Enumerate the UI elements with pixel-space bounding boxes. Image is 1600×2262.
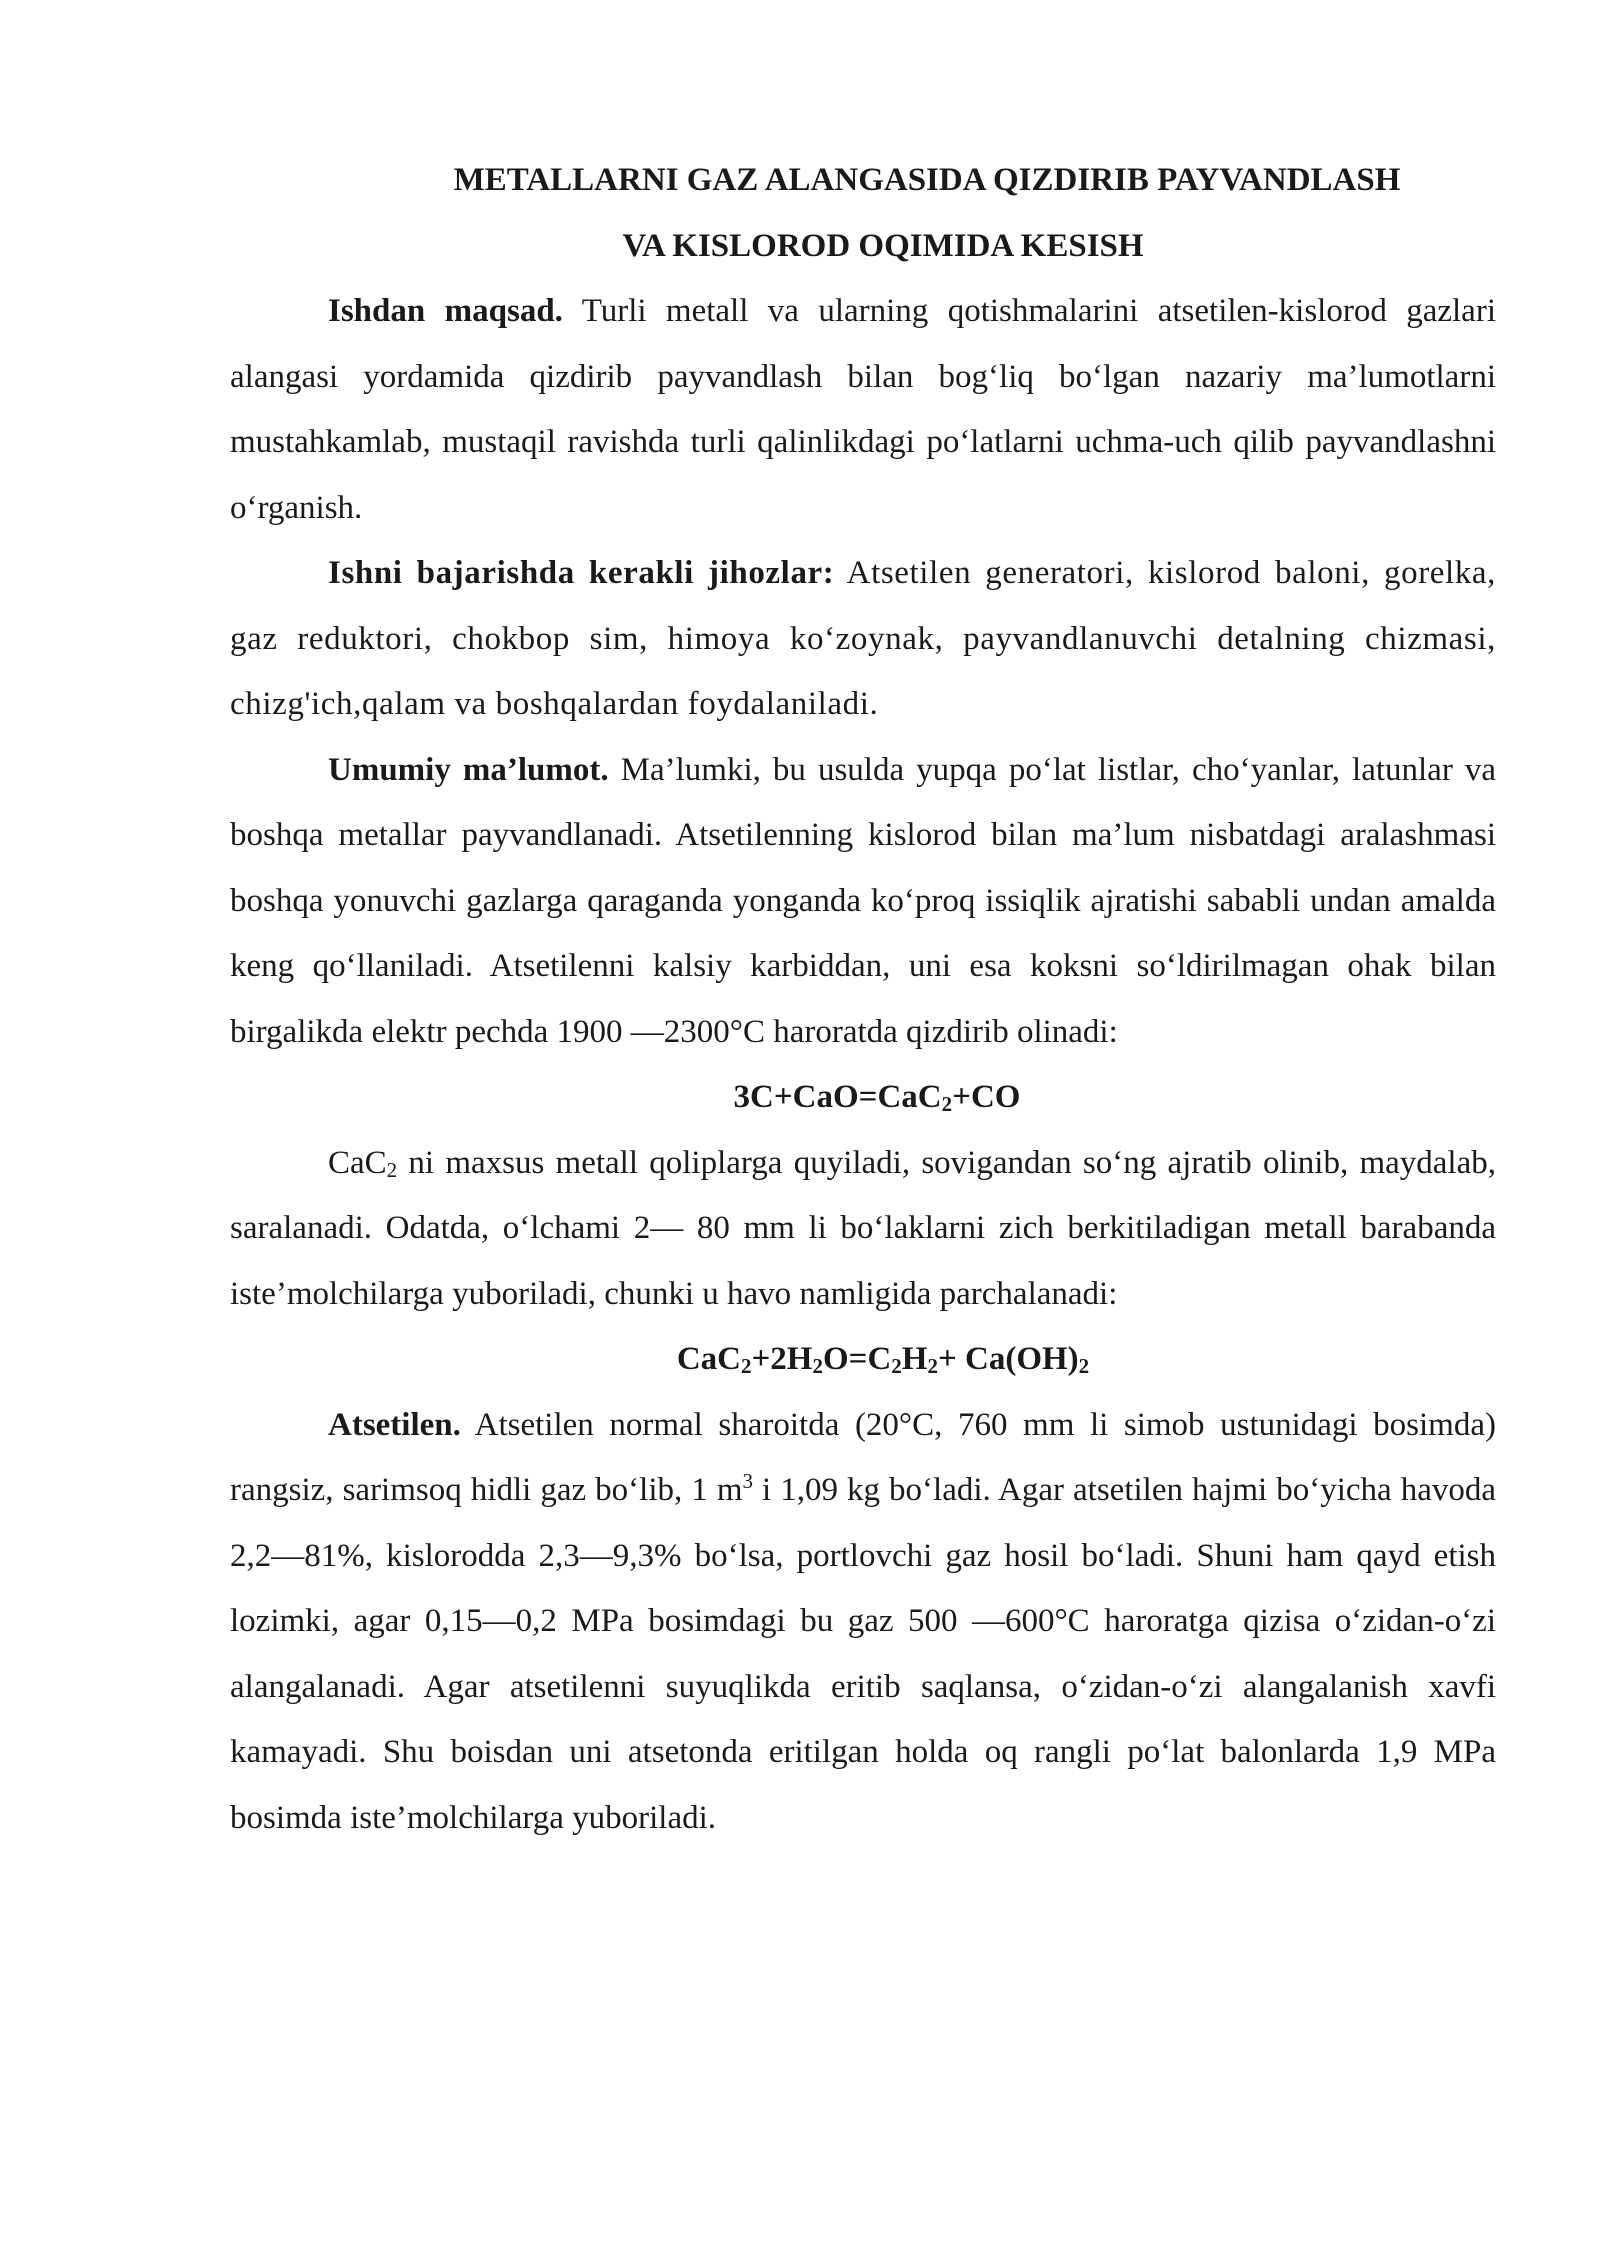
title-line-1: METALLARNI GAZ ALANGASIDA QIZDIRIB PAYVANDLASH	[453, 162, 1401, 198]
equation-2-subscript-2: 2	[812, 1354, 823, 1378]
equation-2-subscript-1: 2	[741, 1354, 752, 1378]
acetylene-text-b: i 1,09 kg bo‘ladi. Agar atsetilen hajmi bo‘yicha havoda 2,2—81%, kislorodda 2,3—9,3% bo‘lsa, portlovchi gaz hosil bo‘ladi. Shuni ham qayd etish lozimki, agar 0,15—0,2 MPa bosimdagi bu gaz 500 —600°C haroratga qizisa o‘zidan-o‘zi alangalanadi. Agar atsetilenni suyuqlikda eritib saqlansa, o‘zidan-o‘zi alangalanish xavfi kamayadi. Shu boisdan uni atsetonda eritilgan holda oq rangli po‘lat balonlarda 1,9 MPa bosimda iste’molchilarga yuboriladi.	[230, 1472, 1496, 1836]
general-info-text: Ma’lumki, bu usulda yupqa po‘lat listlar, cho‘yanlar, latunlar va boshqa metallar payvandlanadi. Atsetilenning kislorod bilan ma’lum nisbatdagi aralashmasi boshqa yonuvchi gazlarga qaraganda yonganda ko‘proq issiqlik ajratishi sababli undan amalda keng qo‘llaniladi. Atsetilenni kalsiy karbiddan, uni esa koksni so‘ldirilmagan ohak bilan birgalikda elektr pechda 1900 —2300°C haroratda qizdirib olinadi:	[230, 751, 1497, 1050]
equipment-paragraph	[230, 541, 1496, 738]
purpose-text: Turli metall va ularning qotishmalarini atsetilen-kislorod gazlari alangasi yordamida qizdirib payvandlash bilan bog‘liq bo‘lgan nazariy ma’lumotlarni mustahkamlab, mustaqil ravishda turli qalinlikdagi po‘latlarni uchma-uch qilib payvandlashni o‘rganish.	[230, 293, 1496, 526]
equipment-text: Atsetilen generatori, kislorod baloni, gorelka, gaz reduktori, chokbop sim, himoya ko‘zoynak, payvandlanuvchi detalning chizmasi, chizg'ich,qalam va boshqalardan foydalaniladi.	[230, 555, 1496, 722]
acetylene-text-a: Atsetilen normal sharoitda (20°C, 760 mm li simob ustunidagi bosimda) rangsiz, sarimsoq hidli gaz bo‘lib, 1 m	[230, 1406, 1496, 1508]
equation-2-part-d: H	[901, 1341, 928, 1377]
carbide-lead-subscript: 2	[386, 1157, 398, 1182]
title-line-2: VA KISLOROD OQIMIDA KESISH	[622, 227, 1144, 264]
general-info-heading: Umumiy ma’lumot.	[328, 751, 609, 788]
carbide-lead: CaC	[328, 1144, 387, 1181]
equation-1-subscript: 2	[941, 1092, 953, 1116]
equation-2-subscript-3: 2	[891, 1354, 902, 1378]
acetylene-heading: Atsetilen.	[328, 1406, 461, 1443]
equation-2-subscript-5: 2	[1078, 1354, 1090, 1378]
carbide-paragraph	[230, 1131, 1496, 1328]
equation-2-part-c: O=C	[822, 1341, 892, 1377]
acetylene-superscript: 3	[742, 1469, 753, 1493]
purpose-heading: Ishdan maqsad.	[328, 293, 563, 329]
acetylene-paragraph	[230, 1393, 1496, 1852]
purpose-paragraph	[230, 279, 1496, 541]
general-info-paragraph	[230, 738, 1496, 1066]
equation-2-part-b: +2H	[751, 1341, 813, 1377]
equation-1-part-a: 3C+CaO=CaC	[733, 1079, 942, 1115]
document-title	[230, 148, 1496, 279]
page-content	[230, 148, 1496, 1851]
acetylene-formation-equation	[230, 1327, 1496, 1393]
equation-2-part-e: + Ca(OH)	[937, 1341, 1079, 1377]
carbide-text: ni maxsus metall qoliplarga quyiladi, sovigandan so‘ng ajratib olinib, maydalab, saralanadi. Odatda, o‘lchami 2— 80 mm li bo‘laklarni zich berkitiladigan metall barabanda iste’molchilarga yuboriladi, chunki u havo namligida parchalanadi:	[230, 1144, 1496, 1312]
equation-2-part-a: CaC	[676, 1341, 741, 1377]
equation-2-subscript-4: 2	[927, 1354, 938, 1378]
equation-1-part-b: +CO	[952, 1079, 1021, 1115]
equipment-heading: Ishni bajarishda kerakli jihozlar:	[328, 555, 835, 591]
carbide-formation-equation	[230, 1065, 1496, 1131]
